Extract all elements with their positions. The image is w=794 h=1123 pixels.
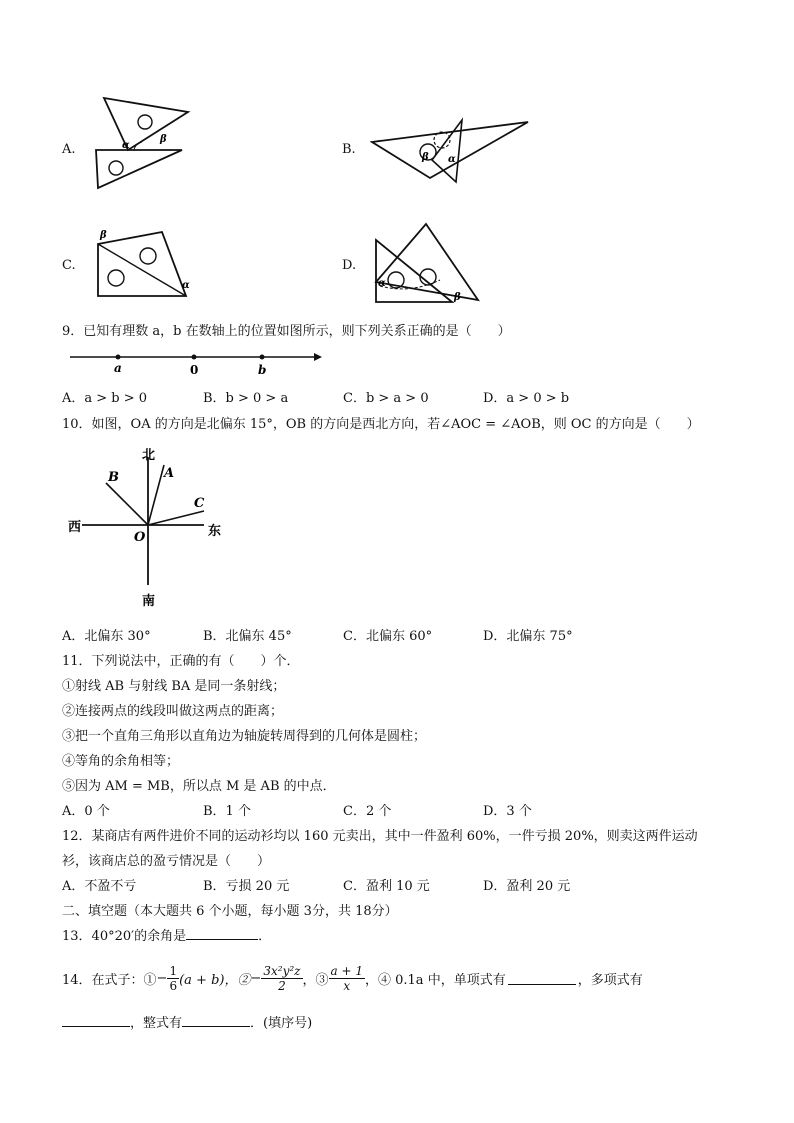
polynomial-answer-blank[interactable] xyxy=(62,1014,130,1027)
q13-answer-blank[interactable] xyxy=(186,927,258,940)
q14-line-2 xyxy=(62,1012,312,1031)
q13-prefix: 13．40°20′的余角是 xyxy=(62,929,187,944)
point-o-label: O xyxy=(134,530,146,545)
beta-label: β xyxy=(160,134,167,145)
expr-3-tail: ，④ 0.1a 中，单项式有 xyxy=(365,972,506,988)
expr-2-tail: ，③ xyxy=(302,972,329,988)
q8-option-a-label: A. xyxy=(62,142,76,157)
q11-option-a[interactable]: A．0 个 xyxy=(62,804,110,819)
q8-option-b-label: B. xyxy=(342,142,356,157)
expr-1-sign: − xyxy=(156,970,168,986)
q10-option-b[interactable]: B．北偏东 45° xyxy=(203,629,292,644)
expr-3-denominator: x xyxy=(343,978,351,993)
q8-figure-a xyxy=(90,92,200,192)
number-line xyxy=(66,348,326,376)
point-a-label: a xyxy=(114,361,122,375)
q11-item-5: ⑤因为 AM = MB，所以点 M 是 AB 的中点． xyxy=(62,779,336,794)
q11-option-b[interactable]: B．1 个 xyxy=(203,804,251,819)
compass-figure xyxy=(66,443,236,613)
q8-figure-d xyxy=(370,222,485,307)
q11-item-1: ①射线 AB 与射线 BA 是同一条射线； xyxy=(62,679,286,694)
q12-stem-line-2: 衫，该商店总的盈亏情况是（ ） xyxy=(62,854,271,869)
q14-line-2-mid: ，整式有 xyxy=(130,1016,183,1031)
expr-2-numerator: 3x²y²z xyxy=(263,963,301,978)
q11-option-c[interactable]: C．2 个 xyxy=(343,804,392,819)
q10-option-d[interactable]: D．北偏东 75° xyxy=(483,629,573,644)
expr-1-denominator: 6 xyxy=(169,978,178,993)
expr-3-numerator: a + 1 xyxy=(330,963,363,978)
expr-2-fraction xyxy=(261,964,302,993)
expr-2-sign: − xyxy=(250,970,262,986)
q14-line-2-end: ．(填序号) xyxy=(250,1016,313,1031)
east-label: 东 xyxy=(208,524,222,539)
q12-option-a[interactable]: A．不盈不亏 xyxy=(62,879,137,894)
south-label: 南 xyxy=(142,594,156,609)
expr-1-numerator: 1 xyxy=(169,963,178,978)
q11-item-4: ④等角的余角相等； xyxy=(62,754,180,769)
q12-option-d[interactable]: D．盈利 20 元 xyxy=(483,879,571,894)
expr-3-fraction xyxy=(329,964,365,993)
q8-option-c-label: C. xyxy=(62,258,76,273)
alpha-label: α xyxy=(378,278,386,289)
beta-label: β xyxy=(422,152,429,163)
monomial-answer-blank[interactable] xyxy=(508,972,576,985)
q10-option-a[interactable]: A．北偏东 30° xyxy=(62,629,151,644)
q10-option-c[interactable]: C．北偏东 60° xyxy=(343,629,433,644)
point-a-label: A xyxy=(164,466,175,481)
q11-stem: 11．下列说法中，正确的有（ ）个． xyxy=(62,654,300,669)
q9-option-a[interactable]: A．a > b > 0 xyxy=(62,391,148,406)
q11-item-2: ②连接两点的线段叫做这两点的距离； xyxy=(62,704,284,719)
q9-option-d[interactable]: D．a > 0 > b xyxy=(483,391,570,406)
q10-stem: 10．如图，OA 的方向是北偏东 15°，OB 的方向是西北方向，若∠AOC = ∠AOB，则 OC 的方向是（ ） xyxy=(62,417,700,432)
expr-2-denominator: 2 xyxy=(278,978,286,993)
point-c-label: C xyxy=(194,496,205,511)
q14-mid: ，多项式有 xyxy=(577,972,643,988)
q9-stem: 9．已知有理数 a，b 在数轴上的位置如图所示，则下列关系正确的是（ ） xyxy=(62,324,511,339)
north-label: 北 xyxy=(142,448,156,463)
q8-figure-b xyxy=(370,112,535,184)
alpha-label: α xyxy=(122,140,130,151)
q12-stem-line-1: 12．某商店有两件进价不同的运动衫均以 160 元卖出，其中一件盈利 60%，一件亏损 20%，则卖这两件运动 xyxy=(62,829,698,844)
point-b-label: B xyxy=(108,470,119,485)
q9-option-c[interactable]: C．b > a > 0 xyxy=(343,391,429,406)
q8-figure-c xyxy=(90,222,200,302)
alpha-label: α xyxy=(448,154,456,165)
expr-1-fraction xyxy=(167,964,179,993)
alpha-label: α xyxy=(182,280,190,291)
q13 xyxy=(62,925,271,944)
q12-option-b[interactable]: B．亏损 20 元 xyxy=(203,879,290,894)
q14-line-1 xyxy=(62,958,643,998)
section-2-title: 二、填空题（本大题共 6 个小题，每小题 3分，共 18分） xyxy=(62,904,398,919)
expr-1-tail: (a + b)，② xyxy=(179,972,251,988)
q14-prefix: 14．在式子：① xyxy=(62,972,157,988)
zero-label: 0 xyxy=(190,363,199,376)
q8-option-d-label: D. xyxy=(342,258,357,273)
q12-option-c[interactable]: C．盈利 10 元 xyxy=(343,879,430,894)
west-label: 西 xyxy=(68,520,82,535)
beta-label: β xyxy=(454,292,461,303)
beta-label: β xyxy=(100,230,107,241)
q11-option-d[interactable]: D．3 个 xyxy=(483,804,532,819)
q11-item-3: ③把一个直角三角形以直角边为轴旋转周得到的几何体是圆柱； xyxy=(62,729,427,744)
q9-option-b[interactable]: B．b > 0 > a xyxy=(203,391,289,406)
q13-suffix: ． xyxy=(258,929,272,944)
integral-expression-answer-blank[interactable] xyxy=(182,1014,250,1027)
point-b-label: b xyxy=(258,363,267,376)
